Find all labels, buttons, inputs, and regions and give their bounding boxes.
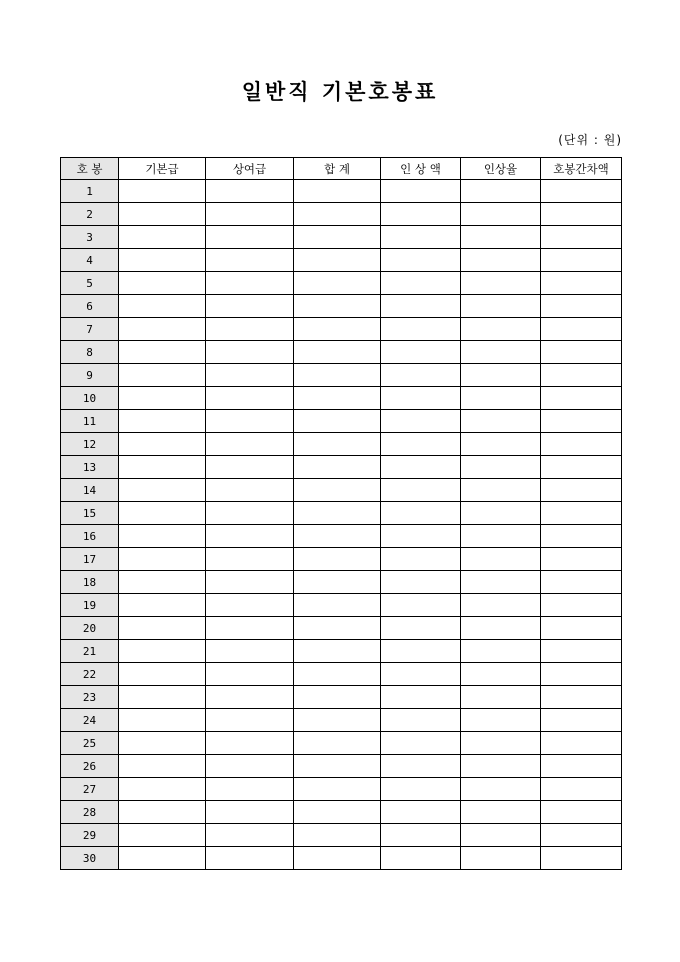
table-row — [61, 318, 622, 341]
raise-amount-cell[interactable] — [381, 801, 461, 824]
grade-cell: 10 — [61, 387, 119, 410]
bonus-cell[interactable] — [206, 456, 294, 479]
grade-cell: 4 — [61, 249, 119, 272]
header-raise-rate: 인상율 — [461, 158, 541, 180]
raise-amount-cell[interactable] — [381, 387, 461, 410]
grade-difference-cell[interactable] — [541, 249, 622, 272]
grade-difference-cell[interactable] — [541, 226, 622, 249]
base-pay-cell[interactable] — [119, 456, 206, 479]
table-row — [61, 341, 622, 364]
table-row — [61, 686, 622, 709]
bonus-cell[interactable] — [206, 617, 294, 640]
grade-cell: 23 — [61, 686, 119, 709]
table-row — [61, 226, 622, 249]
bonus-cell[interactable] — [206, 571, 294, 594]
total-cell[interactable] — [294, 801, 381, 824]
raise-amount-cell[interactable] — [381, 824, 461, 847]
table-row — [61, 410, 622, 433]
raise-rate-cell[interactable] — [461, 571, 541, 594]
raise-rate-cell[interactable] — [461, 272, 541, 295]
header-grade: 호 봉 — [61, 158, 119, 180]
bonus-cell[interactable] — [206, 410, 294, 433]
grade-cell: 25 — [61, 732, 119, 755]
table-row — [61, 824, 622, 847]
grade-cell: 19 — [61, 594, 119, 617]
grade-difference-cell[interactable] — [541, 663, 622, 686]
grade-cell: 30 — [61, 847, 119, 870]
grade-difference-cell[interactable] — [541, 272, 622, 295]
grade-difference-cell[interactable] — [541, 617, 622, 640]
grade-difference-cell[interactable] — [541, 640, 622, 663]
table-row — [61, 272, 622, 295]
raise-amount-cell[interactable] — [381, 594, 461, 617]
raise-rate-cell[interactable] — [461, 778, 541, 801]
base-pay-cell[interactable] — [119, 479, 206, 502]
bonus-cell[interactable] — [206, 847, 294, 870]
base-pay-cell[interactable] — [119, 502, 206, 525]
bonus-cell[interactable] — [206, 479, 294, 502]
base-pay-cell[interactable] — [119, 180, 206, 203]
raise-amount-cell[interactable] — [381, 272, 461, 295]
raise-rate-cell[interactable] — [461, 364, 541, 387]
raise-rate-cell[interactable] — [461, 341, 541, 364]
grade-difference-cell[interactable] — [541, 318, 622, 341]
total-cell[interactable] — [294, 686, 381, 709]
total-cell[interactable] — [294, 180, 381, 203]
base-pay-cell[interactable] — [119, 548, 206, 571]
bonus-cell[interactable] — [206, 686, 294, 709]
table-row — [61, 755, 622, 778]
table-header-row — [61, 158, 622, 180]
total-cell[interactable] — [294, 479, 381, 502]
base-pay-cell[interactable] — [119, 318, 206, 341]
base-pay-cell[interactable] — [119, 732, 206, 755]
raise-rate-cell[interactable] — [461, 479, 541, 502]
table-row — [61, 617, 622, 640]
base-pay-cell[interactable] — [119, 295, 206, 318]
raise-rate-cell[interactable] — [461, 456, 541, 479]
table-row — [61, 387, 622, 410]
grade-cell: 27 — [61, 778, 119, 801]
table-row — [61, 525, 622, 548]
table-row — [61, 732, 622, 755]
bonus-cell[interactable] — [206, 272, 294, 295]
total-cell[interactable] — [294, 364, 381, 387]
bonus-cell[interactable] — [206, 778, 294, 801]
grade-difference-cell[interactable] — [541, 548, 622, 571]
raise-amount-cell[interactable] — [381, 571, 461, 594]
grade-difference-cell[interactable] — [541, 479, 622, 502]
raise-rate-cell[interactable] — [461, 709, 541, 732]
raise-rate-cell[interactable] — [461, 180, 541, 203]
raise-amount-cell[interactable] — [381, 548, 461, 571]
raise-amount-cell[interactable] — [381, 640, 461, 663]
table-row — [61, 778, 622, 801]
grade-cell: 17 — [61, 548, 119, 571]
grade-difference-cell[interactable] — [541, 502, 622, 525]
raise-rate-cell[interactable] — [461, 686, 541, 709]
raise-amount-cell[interactable] — [381, 755, 461, 778]
table-row — [61, 502, 622, 525]
raise-amount-cell[interactable] — [381, 364, 461, 387]
raise-amount-cell[interactable] — [381, 295, 461, 318]
total-cell[interactable] — [294, 640, 381, 663]
table-body — [61, 180, 622, 870]
grade-cell: 16 — [61, 525, 119, 548]
bonus-cell[interactable] — [206, 203, 294, 226]
grade-cell: 28 — [61, 801, 119, 824]
table-row — [61, 847, 622, 870]
grade-difference-cell[interactable] — [541, 801, 622, 824]
table-row — [61, 801, 622, 824]
table-row — [61, 203, 622, 226]
raise-rate-cell[interactable] — [461, 548, 541, 571]
page-title: 일반직 기본호봉표 — [241, 79, 439, 104]
raise-amount-cell[interactable] — [381, 686, 461, 709]
table-row — [61, 479, 622, 502]
table-row — [61, 364, 622, 387]
bonus-cell[interactable] — [206, 663, 294, 686]
table-row — [61, 249, 622, 272]
total-cell[interactable] — [294, 341, 381, 364]
base-pay-cell[interactable] — [119, 686, 206, 709]
total-cell[interactable] — [294, 755, 381, 778]
header-bonus: 상여급 — [206, 158, 294, 180]
raise-amount-cell[interactable] — [381, 663, 461, 686]
total-cell[interactable] — [294, 318, 381, 341]
bonus-cell[interactable] — [206, 548, 294, 571]
grade-difference-cell[interactable] — [541, 824, 622, 847]
bonus-cell[interactable] — [206, 341, 294, 364]
bonus-cell[interactable] — [206, 525, 294, 548]
total-cell[interactable] — [294, 410, 381, 433]
base-pay-cell[interactable] — [119, 594, 206, 617]
base-pay-cell[interactable] — [119, 410, 206, 433]
grade-difference-cell[interactable] — [541, 295, 622, 318]
bonus-cell[interactable] — [206, 249, 294, 272]
grade-difference-cell[interactable] — [541, 686, 622, 709]
bonus-cell[interactable] — [206, 295, 294, 318]
grade-cell: 7 — [61, 318, 119, 341]
bonus-cell[interactable] — [206, 594, 294, 617]
total-cell[interactable] — [294, 433, 381, 456]
raise-amount-cell[interactable] — [381, 709, 461, 732]
bonus-cell[interactable] — [206, 502, 294, 525]
grade-difference-cell[interactable] — [541, 709, 622, 732]
raise-rate-cell[interactable] — [461, 502, 541, 525]
total-cell[interactable] — [294, 778, 381, 801]
grade-cell: 13 — [61, 456, 119, 479]
grade-difference-cell[interactable] — [541, 847, 622, 870]
bonus-cell[interactable] — [206, 801, 294, 824]
raise-rate-cell[interactable] — [461, 203, 541, 226]
raise-rate-cell[interactable] — [461, 525, 541, 548]
base-pay-cell[interactable] — [119, 640, 206, 663]
grade-cell: 8 — [61, 341, 119, 364]
base-pay-cell[interactable] — [119, 617, 206, 640]
grade-cell: 9 — [61, 364, 119, 387]
bonus-cell[interactable] — [206, 732, 294, 755]
raise-amount-cell[interactable] — [381, 456, 461, 479]
raise-rate-cell[interactable] — [461, 640, 541, 663]
grade-cell: 22 — [61, 663, 119, 686]
bonus-cell[interactable] — [206, 824, 294, 847]
total-cell[interactable] — [294, 295, 381, 318]
base-pay-cell[interactable] — [119, 709, 206, 732]
raise-amount-cell[interactable] — [381, 847, 461, 870]
total-cell[interactable] — [294, 525, 381, 548]
total-cell[interactable] — [294, 226, 381, 249]
raise-rate-cell[interactable] — [461, 663, 541, 686]
raise-rate-cell[interactable] — [461, 387, 541, 410]
grade-cell: 1 — [61, 180, 119, 203]
grade-difference-cell[interactable] — [541, 571, 622, 594]
raise-rate-cell[interactable] — [461, 824, 541, 847]
table-row — [61, 640, 622, 663]
header-raise-amount: 인 상 액 — [381, 158, 461, 180]
base-pay-cell[interactable] — [119, 525, 206, 548]
base-pay-cell[interactable] — [119, 801, 206, 824]
raise-amount-cell[interactable] — [381, 617, 461, 640]
grade-cell: 21 — [61, 640, 119, 663]
total-cell[interactable] — [294, 548, 381, 571]
base-pay-cell[interactable] — [119, 364, 206, 387]
raise-rate-cell[interactable] — [461, 847, 541, 870]
grade-difference-cell[interactable] — [541, 180, 622, 203]
base-pay-cell[interactable] — [119, 433, 206, 456]
raise-amount-cell[interactable] — [381, 732, 461, 755]
grade-cell: 29 — [61, 824, 119, 847]
raise-amount-cell[interactable] — [381, 203, 461, 226]
raise-amount-cell[interactable] — [381, 249, 461, 272]
grade-cell: 11 — [61, 410, 119, 433]
raise-rate-cell[interactable] — [461, 249, 541, 272]
base-pay-cell[interactable] — [119, 824, 206, 847]
raise-amount-cell[interactable] — [381, 226, 461, 249]
grade-difference-cell[interactable] — [541, 778, 622, 801]
grade-difference-cell[interactable] — [541, 456, 622, 479]
bonus-cell[interactable] — [206, 709, 294, 732]
bonus-cell[interactable] — [206, 433, 294, 456]
base-pay-cell[interactable] — [119, 272, 206, 295]
raise-amount-cell[interactable] — [381, 525, 461, 548]
total-cell[interactable] — [294, 249, 381, 272]
grade-cell: 14 — [61, 479, 119, 502]
grade-cell: 5 — [61, 272, 119, 295]
grade-cell: 2 — [61, 203, 119, 226]
table-row — [61, 180, 622, 203]
total-cell[interactable] — [294, 847, 381, 870]
table-row — [61, 709, 622, 732]
raise-rate-cell[interactable] — [461, 226, 541, 249]
raise-rate-cell[interactable] — [461, 732, 541, 755]
bonus-cell[interactable] — [206, 640, 294, 663]
total-cell[interactable] — [294, 732, 381, 755]
base-pay-cell[interactable] — [119, 249, 206, 272]
total-cell[interactable] — [294, 272, 381, 295]
header-grade-difference: 호봉간차액 — [541, 158, 622, 180]
raise-rate-cell[interactable] — [461, 410, 541, 433]
grade-cell: 12 — [61, 433, 119, 456]
table-row — [61, 594, 622, 617]
raise-amount-cell[interactable] — [381, 502, 461, 525]
bonus-cell[interactable] — [206, 755, 294, 778]
grade-difference-cell[interactable] — [541, 203, 622, 226]
grade-difference-cell[interactable] — [541, 732, 622, 755]
table-row — [61, 548, 622, 571]
raise-rate-cell[interactable] — [461, 433, 541, 456]
table-row — [61, 663, 622, 686]
raise-rate-cell[interactable] — [461, 318, 541, 341]
grade-cell: 18 — [61, 571, 119, 594]
base-pay-cell[interactable] — [119, 778, 206, 801]
total-cell[interactable] — [294, 617, 381, 640]
raise-rate-cell[interactable] — [461, 617, 541, 640]
total-cell[interactable] — [294, 824, 381, 847]
bonus-cell[interactable] — [206, 387, 294, 410]
grade-difference-cell[interactable] — [541, 364, 622, 387]
base-pay-cell[interactable] — [119, 571, 206, 594]
table-row — [61, 433, 622, 456]
unit-note: (단위 : 원) — [558, 133, 622, 147]
raise-amount-cell[interactable] — [381, 341, 461, 364]
base-pay-cell[interactable] — [119, 847, 206, 870]
grade-difference-cell[interactable] — [541, 410, 622, 433]
raise-amount-cell[interactable] — [381, 180, 461, 203]
bonus-cell[interactable] — [206, 364, 294, 387]
grade-difference-cell[interactable] — [541, 525, 622, 548]
grade-cell: 15 — [61, 502, 119, 525]
grade-cell: 20 — [61, 617, 119, 640]
bonus-cell[interactable] — [206, 318, 294, 341]
raise-amount-cell[interactable] — [381, 318, 461, 341]
grade-cell: 26 — [61, 755, 119, 778]
raise-rate-cell[interactable] — [461, 755, 541, 778]
raise-rate-cell[interactable] — [461, 801, 541, 824]
total-cell[interactable] — [294, 594, 381, 617]
grade-difference-cell[interactable] — [541, 387, 622, 410]
header-total: 합 계 — [294, 158, 381, 180]
grade-cell: 3 — [61, 226, 119, 249]
base-pay-cell[interactable] — [119, 755, 206, 778]
base-pay-cell[interactable] — [119, 226, 206, 249]
bonus-cell[interactable] — [206, 226, 294, 249]
total-cell[interactable] — [294, 709, 381, 732]
salary-grade-table — [60, 157, 622, 870]
total-cell[interactable] — [294, 502, 381, 525]
total-cell[interactable] — [294, 456, 381, 479]
raise-amount-cell[interactable] — [381, 410, 461, 433]
raise-amount-cell[interactable] — [381, 433, 461, 456]
raise-amount-cell[interactable] — [381, 479, 461, 502]
grade-difference-cell[interactable] — [541, 433, 622, 456]
base-pay-cell[interactable] — [119, 341, 206, 364]
raise-amount-cell[interactable] — [381, 778, 461, 801]
grade-difference-cell[interactable] — [541, 341, 622, 364]
grade-cell: 24 — [61, 709, 119, 732]
grade-difference-cell[interactable] — [541, 755, 622, 778]
grade-cell: 6 — [61, 295, 119, 318]
table-row — [61, 456, 622, 479]
grade-difference-cell[interactable] — [541, 594, 622, 617]
table-row — [61, 571, 622, 594]
total-cell[interactable] — [294, 203, 381, 226]
total-cell[interactable] — [294, 663, 381, 686]
table-row — [61, 295, 622, 318]
total-cell[interactable] — [294, 387, 381, 410]
header-base-pay: 기본급 — [119, 158, 206, 180]
raise-rate-cell[interactable] — [461, 295, 541, 318]
total-cell[interactable] — [294, 571, 381, 594]
base-pay-cell[interactable] — [119, 387, 206, 410]
raise-rate-cell[interactable] — [461, 594, 541, 617]
bonus-cell[interactable] — [206, 180, 294, 203]
base-pay-cell[interactable] — [119, 203, 206, 226]
base-pay-cell[interactable] — [119, 663, 206, 686]
